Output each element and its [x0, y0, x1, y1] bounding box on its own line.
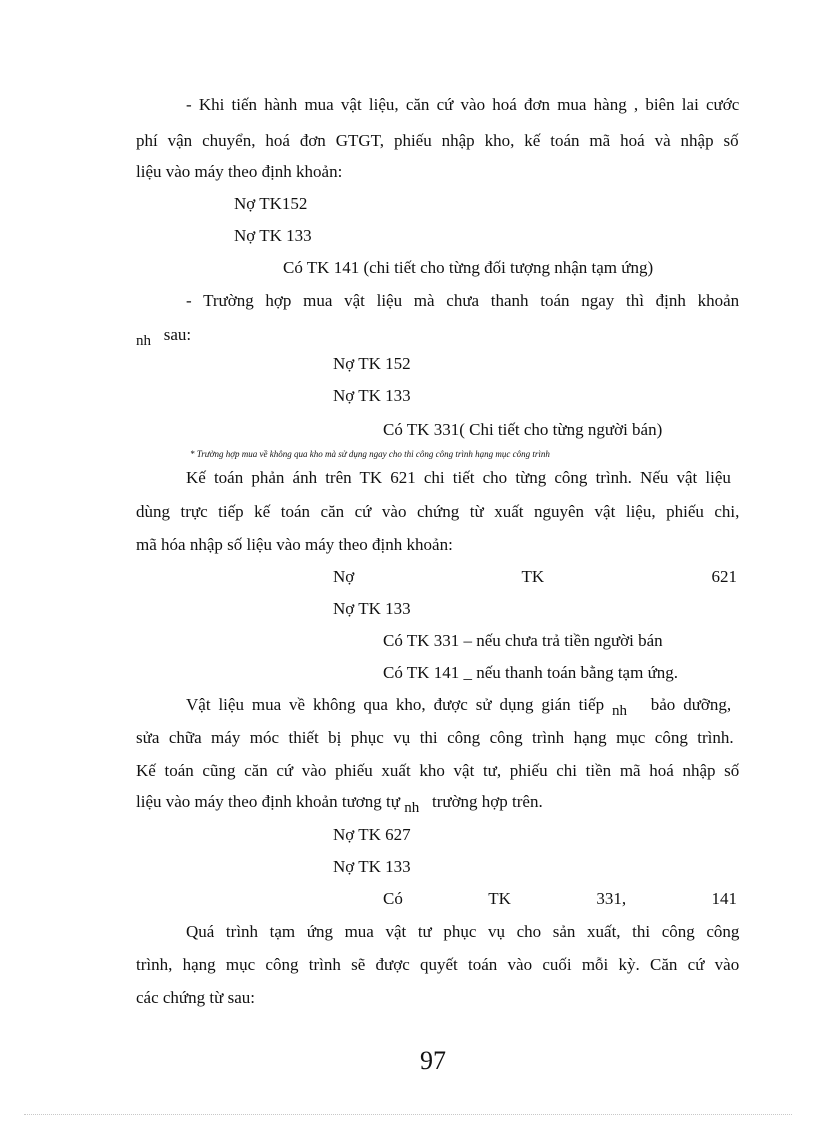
text-line-21: Kế toán cũng căn cứ vào phiếu xuất kho vật tư, phiếu chi tiền mã hoá nhập số: [136, 761, 740, 780]
debit-entry-tk627: Nợ TK 627: [333, 825, 411, 844]
entry-part: Có: [383, 889, 403, 908]
text-line-22: [136, 792, 543, 816]
credit-entry-tk141: Có TK 141 (chi tiết cho từng đối tượng nhận tạm ứng): [283, 258, 654, 277]
inline-fragment: nh: [136, 333, 151, 349]
text-line-14: mã hóa nhập số liệu vào máy theo định khoản:: [136, 535, 453, 554]
debit-entry-tk133c: Nợ TK 133: [333, 599, 411, 618]
debit-entry-tk133: Nợ TK 133: [234, 226, 312, 245]
text-line-1: - Khi tiến hành mua vật liệu, căn cứ vào hoá đơn mua hàng , biên lai cước: [186, 95, 740, 114]
credit-entry-tk331-141: [383, 889, 737, 909]
text-line-7: - Trường hợp mua vật liệu mà chưa thanh toán ngay thì định khoản: [186, 291, 740, 310]
text-line-26: Quá trình tạm ứng mua vật tư phục vụ cho sản xuất, thi công công: [186, 922, 740, 941]
inline-text: sau:: [163, 325, 192, 344]
entry-part: Nợ: [333, 567, 355, 586]
inline-text: liệu vào máy theo định khoản tương tự: [136, 792, 400, 811]
inline-fragment: nh: [612, 703, 627, 719]
debit-entry-tk152b: Nợ TK 152: [333, 354, 411, 373]
page-number: 97: [420, 1046, 446, 1075]
entry-part: TK: [521, 567, 545, 586]
debit-entry-tk133d: Nợ TK 133: [333, 857, 411, 876]
debit-entry-tk133b: Nợ TK 133: [333, 386, 411, 405]
page-bottom-divider: [24, 1114, 792, 1115]
entry-part: TK: [488, 889, 511, 908]
text-line-12: Kế toán phản ánh trên TK 621 chi tiết cho từng công trình. Nếu vật liệu: [186, 468, 731, 487]
text-line-28: các chứng từ sau:: [136, 988, 255, 1007]
footnote: * Trường hợp mua về không qua kho mà sử dụng ngay cho thi công công trình hạng mục công trình: [190, 449, 550, 459]
entry-part: 141: [711, 889, 737, 908]
text-line-27: trình, hạng mục công trình sẽ được quyết toán vào cuối mỗi kỳ. Căn cứ vào: [136, 955, 740, 974]
text-line-8: [136, 325, 192, 349]
entry-part: 331,: [596, 889, 627, 908]
text-line-2: phí vận chuyển, hoá đơn GTGT, phiếu nhập kho, kế toán mã hoá và nhập số: [136, 131, 739, 150]
credit-entry-tk141b: Có TK 141 _ nếu thanh toán bằng tạm ứng.: [383, 663, 679, 682]
inline-fragment: nh: [404, 800, 420, 816]
inline-text: bảo dưỡng,: [650, 695, 732, 714]
inline-text: trường hợp trên.: [431, 792, 543, 811]
text-line-3: liệu vào máy theo định khoản:: [136, 162, 343, 181]
debit-entry-tk621: [333, 567, 737, 587]
debit-entry-tk152: Nợ TK152: [234, 194, 308, 213]
text-line-20: sửa chữa máy móc thiết bị phục vụ thi công công trình hạng mục công trình.: [136, 728, 734, 747]
text-line-13: dùng trực tiếp kế toán căn cứ vào chứng từ xuất nguyên vật liệu, phiếu chi,: [136, 502, 740, 521]
entry-part: 621: [711, 567, 737, 586]
text-line-19: [186, 695, 732, 719]
credit-entry-tk331: Có TK 331( Chi tiết cho từng người bán): [383, 420, 663, 439]
inline-text: Vật liệu mua về không qua kho, được sử dụng gián tiếp: [186, 695, 605, 714]
credit-entry-tk331b: Có TK 331 – nếu chưa trả tiền người bán: [383, 631, 663, 650]
